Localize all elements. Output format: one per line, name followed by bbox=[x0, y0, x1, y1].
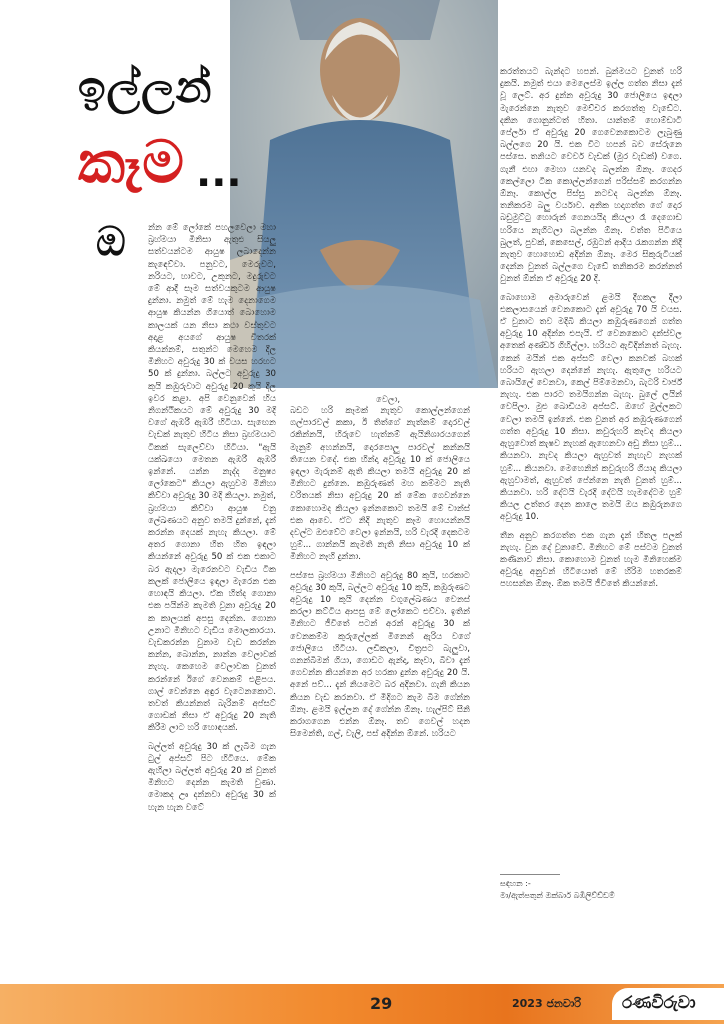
col3-para-1: කරත්තයට බැන්දට හපන්. බුන්මයට වුනත් හරි දුකයි. නමුත් එයා මෙලෙස්ම ඉල්ල ගත්ත නිසා දැන් වූ ලෙට්. අර දුන්න අවුරුදු 30 ජොලියෙ ඉඳලා මැරෙන්නෙ නැතුව මෙච්චර කරගත්තු වැඩේට. දකින ගොනුන්ටත් හිතා. යාන්තම් හොම්ඩාටි පේර්ලා ඒ අවුරුදු 20 ගෙවෙනකොටම ලැබුණු බල්ලගෙ 20 යි. එක විට හපන් බව සේරුනෙ පස්සෙ. තනියට වෙවර් වැඩක් (මුර වැඩක්) වගෙ. ගැනී එහා මෙහා යනවද බලන්න ඕනෑ. ගෙදර කෙල්ලො ටික කොල්ලන්ගෙන් පරිස්සම් කරගන්න ඕනෑ. කොල්ල පිස්සු නටවද බලන්න ඕනෑ. තනිකරම බලු වර්යාව. අනික හදාගත්ත ගේ දොර බඩුමුට්ටු හොරුන් ගෙනයයිද කියලා රෑ දෙගොඩ හරියෙ නැගිටලා බලන්න ඕනෑ. වත්ත පිටියෙ බුලත්, පුවක්, කෙසෙල්, රඹුටන් ආදිය රැකගන්න නිදි නැතුව හොහොඩ අදින්න ඕනෑ. මෙර සිකුරුටියක් දෙන්න වුනත් බල්ලගෙ වැඩේ තනිකරම කරන්නත් වුනත් ඕන්න ඒ අවුරුදු 20 දි. bbox=[500, 67, 682, 285]
byline-label: සඳහන :- bbox=[500, 879, 531, 888]
column-2 bbox=[290, 405, 470, 746]
byline bbox=[500, 878, 682, 902]
column-3 bbox=[500, 66, 682, 597]
byline-author: මා/ඇත්පතුන් ඔක්බාර් බඹිලිව්ඩ්ඩම් bbox=[500, 891, 615, 900]
brand-logo bbox=[612, 988, 724, 1020]
byline-divider bbox=[500, 874, 560, 875]
column-1 bbox=[148, 222, 276, 820]
col2-para-1: බඩට හරි කෑමක් නැතුව කොල්ලන්ගෙන් ගල්පාරවල් කකා, ඊ තිත්ගේ නැත්නම් දොරවල් රකින්නයි, හිරුවෙ හැත්නම් ඇයිනිශාරයගෙන් මැනුම් අහන්නයි, දොරපොලු පාරවල් කන්නයි තියෙන වදේ. එක හින්දා අවුරුදු 10 ක් ජොලියෙ ඉඳලා මැරුනම් ඇති කියලා තමයි අවුරුදු 20 ක් මිනිහට දුන්නෙ. කඹුරුණත් මහ කම්මට නැති වරිතයක් නිසා අවුරුදු 20 ක් මේක ගෙවන්නෙ කොහොමද කියලා ඉන්නකොට තමයි මේ චාන්ස් එක ආවෙ. ඒට නිදි නැතුව කෑම හොයන්නයි දවල්ට ඔළුවේට වෙලා ඉන්නයි, හරි වැරදි දෙකටම හුම්... ගාන්නයි කැමති නැති නිසා අවුරුදු 10 ක් මිනිහට නෑහි දුන්නා. bbox=[290, 406, 470, 563]
col3-para-2: බොහොම අමාරුවෙන් ළමයි දීගකල දීලා එකලාසයෙන් වෙනකොට දැන් අවුරුදු 70 යි වයස. ඒ වුනාට තව මදිබි කියලා කඹුරුණගෙන් ගත්ත අවුරුදු 10 අදින්න එපැයි. ඒ වෙනකොට දන්ස්වල අතෙක් අණ්ඩර් ගිහිල්ලා. හරියට ඇවිදින්නත් බැහැ. කෙන් මයින් එක අප්සට් වෙලා කනවක් බහක් හරියට ඇහලා දෙන්නේ නැහැ. ඇතුලෙ හරියට බොයිලේ වෙනවා, කෙල් පිම්මෙනවා, බැටරි චාර්ජ් නැහැ. එක පාරට තමයිගන්න බැහැ. බුලේ ලයින් වෙපිලා. මුළු බොඩියම අප්සට්. ඔහේ මුල්ලකට වෙලා තමයි ඉන්නේ. එක වුනත් අර කඹුරුණගෙන් ගත්ත අවුරුදු 10 නිසා. කවුරුහරි කෑවද කියලා ඇහුවොත් කැෂව නැහක් ඇහෙනවා අඩු නිසා හුම්... කියනවා. නැවද කියලා ඇහුවත් නැහැව නැහක් හුම්... කියනවා. මෙහෙනින් කවුරුහරි ගියාද කියලා ඇහුවාමත්, ඇහුවත් පේන්නෙ නැති වුනත් හුම්... කියනවා. හරි දේටයි වැරදි දේටයි හැමදේටම හුම් කියල උත්තර දෙන කාලෙ තමයි ඔය කඹුරුනගෙ අවුරුදු 10. bbox=[500, 292, 682, 523]
col3-para-3: තීන අනුව කරගත්ත එක ගැන දැන් හිතල පලක් නැහැ. වුන දේ වුනාවේ. මිනිහට මේ පස්ටම වුනත් කණිනාව නිසා. කොහොම වුනත් හැම මිනිහෙක්ම අවුරුදු අනුවන් හිටියොත් මේ හිරිම හතරකම් පහසන්න ඕනෑ. ඕක තමයි ජීවිතේ කියන්නේ. bbox=[500, 530, 682, 590]
page-number: 29 bbox=[370, 994, 393, 1013]
headline-dots: ... bbox=[196, 150, 242, 196]
photo-caption: වෙලා, bbox=[376, 395, 401, 405]
headline-line-2: කෑම bbox=[78, 128, 185, 196]
issue-date: 2023 ජනවාරි bbox=[512, 997, 581, 1010]
brand-name: රණවිරුවා bbox=[622, 993, 696, 1013]
footer bbox=[0, 984, 724, 1024]
col1-para-2: බල්ලත් අවුරුදු 30 ක් ලැබීම ගැන ටුල් අප්සට් පිට හිටියෙ. මේක ඇහිලා බල්ලත් අවුරුදු 20 ක් වුනත් මිනිහට දෙන්න කැමති වුණා. මොකද ඌ දන්නවා අවුරුදු 30 ක් හැන හැන වටේ bbox=[148, 741, 276, 813]
col2-para-2: පස්සෙ බ්‍රහ්මයා මිනිහට අවුරුදු 80 කුයි, හරකාට අවුරුදු 30 කුයි, බල්ලට අවුරුදු 10 කුයි, කඹුරුණට අවුරුදු 10 කුයි දෙන්න වගුලේඛණය වෙනස් කරලා කට්ටිය ආපසු මේ ලෝකෙට එව්වා. ඉතින් මිනිහට ජීවිතේ පටන් අරන් අවුරුදු 30 ක් වෙනකම්ම කුරුලේලක් මිනෙන් ඇරිය වගේ ජොලියෙ හිටියා. ලඩිකලා, චිත්‍රපට බැලුවා, ගනන්බිමන් ගියා, ගොඩට ඇන්දා, කෑවා, බීවා දැන් ගෙවන්න කියන්නෙ අර හරකා දුන්න අවුරුදු 20 යි. අනේ පව්... දැන් නියමෙට බර අදිනවා. ගැනි කියන කියන වැඩ කරනවා. ඒ මිදිගට කැම බිම ගේන්න ඕනෑ. ළමයි ඉල්ලන දේ ගේන්න ඕනෑ. හැල්පිට් සීනි කරාගගෙන එන්න ඕනෑ. තව ගෙවල් හදන සිමෙන්ති, ගල්, වැලි, පස් අදින්න ඕනේ. හරියට bbox=[290, 570, 470, 740]
col1-para-1: න්න මේ ලෝකේ පහලවෙලා මහා බ්‍රහ්මයා මිනිසා ඇතුළු සියලු සත්වයන්ටම ආයුෂ ලබාදෙන්න කැඳෙව්වා. පනුවට, මෙරුවට, නරියට, හාවට, උකුනට, මදුරුවට මේ ආදී සෑම සත්වයකුටම ආයුෂ දුන්නා. නමුත් මේ හැම දෙනාගෙම ආයුෂ කියන්න ගියොත් බොහොම කාලයක් යන නිසා කථා වස්තුවට අදාළ අයගේ ආයුෂ විතරක් කියන්නම්, සතුන්ට මෙහෙම දීල මිනිහට අවුරුදු 30 ක් වයස හරහට 50 ක් දුන්නා. බල්ලට අවුරුදු 30 කුයි කඹුරුවාට අවුරුදු 20 කුයි දීල ඉවර කළා. අපි වෙනුවෙන් හිය නිගන්ථිකයට මේ අවුරුදු 30 මදි වගේ ඇඹරී ඇඹරී හිටියා. සැඟෙන වැඩක් නැතුව හිටිය නිසා බ්‍රහ්මයාට ටිකක් සැලෙව්වා හිටියා. "ඇයි යක්ඛයො මෙතන ඇඹරී ඇඹරී ඉන්නේ. යන්න නැද්ද මනුෂ්‍ය ලෝකෙට" කියලා ඇහුවම මිනිහා කිව්වා අවුරුදු 30 මදි කියලා. නමුත්, බ්‍රහ්මයා කිව්වා ආයුෂ වනු ලේඛණයට අනුව තමයි දුන්නේ, දැන් කරන්න දෙයක් නැහැ කියලා. මේ අතර ගොනා හිත හිත ඉඳලා කියන්නේ අවුරුදු 50 ක් එක එකාට බර ඇදලා මැරෙනවට වැඩිය ටික කලක් ජොලියෙ ඉඳලා මැරෙන එක හොඳයි කියලා. ඒක හිත්ද ගොනා එක පයින්ම කැමති වුනා අවුරුදු 20 ක කාලයක් අපසු දෙන්න. ගොනා උනාට මිනිහට වැඩිය මොලකාරයා. වැඩකරන්න වුනාම වැඩ කරන්න කන්න, බොන්න, නාන්න වෙලාවක් නැහැ. කෙහෙම වෙලාවක වුනත් කරන්නේ ඊ‍ගේ වෙනකම් එළිපය. ගාල් වෙන්නෙ අඳුර වැටෙනකොට. තවත් කියන්නත් බැරිනම් අප්සට් ගොඩක් නිසා ඒ අවුරුදු 20 නැති කිරීම ලාට හරි හොඳයක්. bbox=[148, 223, 276, 734]
dropcap: ඔ bbox=[96, 219, 126, 265]
headline-line-1: ඉල්ලන් bbox=[78, 62, 213, 113]
